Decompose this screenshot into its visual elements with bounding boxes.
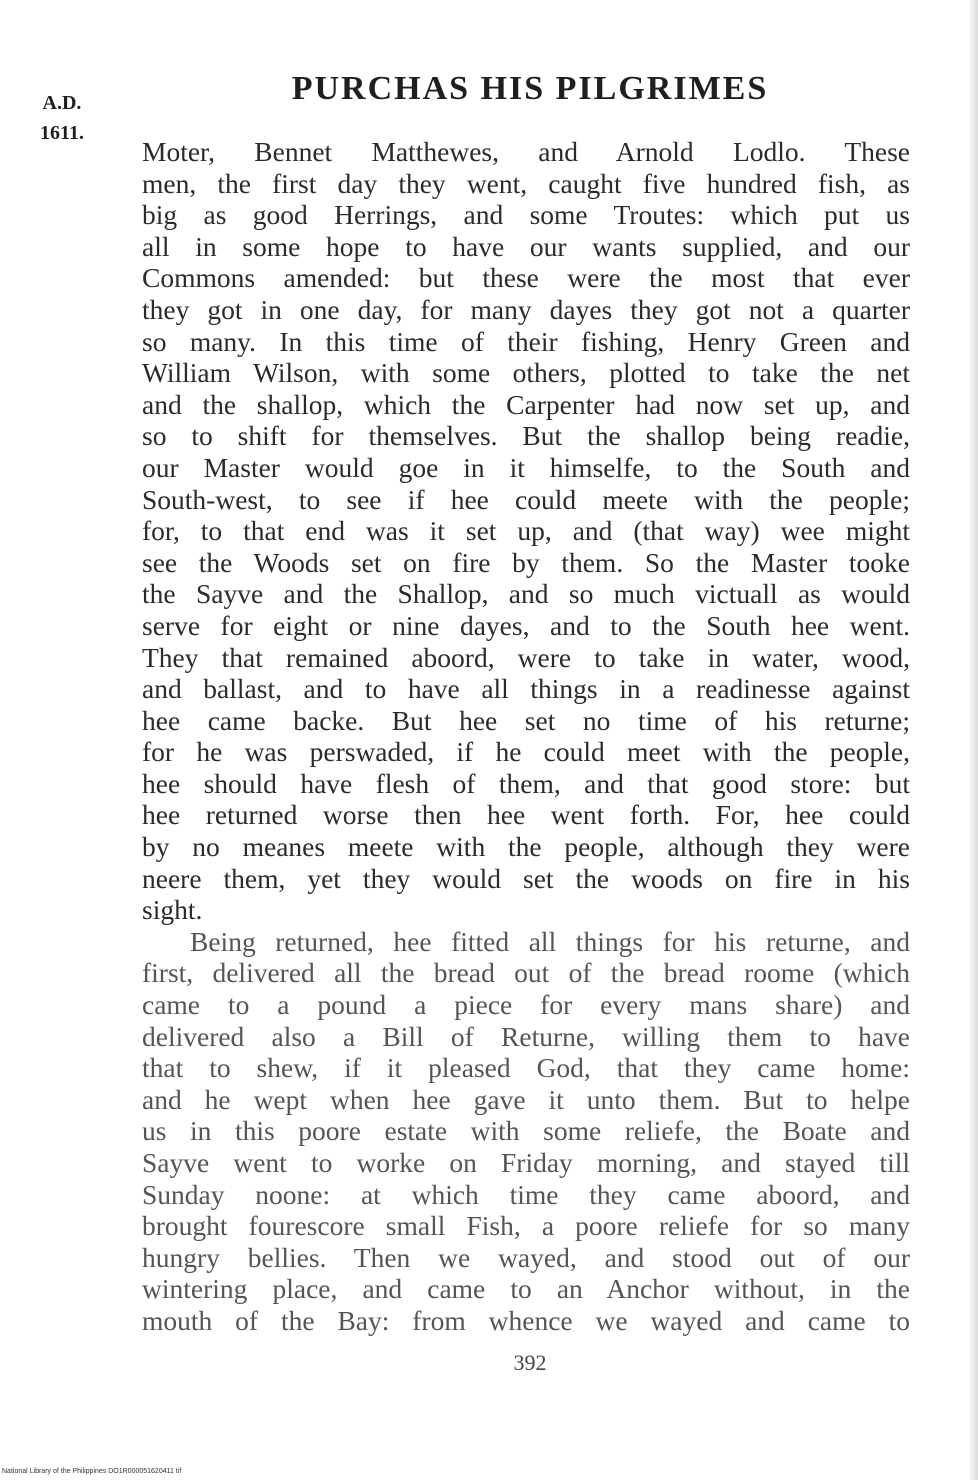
- text-line: for, to that end was it set up, and (that way) wee might: [142, 515, 910, 547]
- text-line: for he was perswaded, if he could meet with the people,: [142, 736, 910, 768]
- text-line: Commons amended: but these were the most that ever: [142, 262, 910, 294]
- text-line: all in some hope to have our wants supplied, and our: [142, 230, 910, 262]
- text-line: hee should have flesh of them, and that good store: but: [142, 767, 910, 799]
- text-line: by no meanes meete with the people, although they were: [142, 831, 910, 863]
- text-line: Moter, Bennet Matthewes, and Arnold Lodlo. These: [142, 136, 910, 167]
- text-line: wintering place, and came to an Anchor without, in the: [142, 1273, 910, 1305]
- text-line: they got in one day, for many dayes they got not a quarter: [142, 293, 910, 325]
- text-line: so many. In this time of their fishing, Henry Green and: [142, 325, 910, 357]
- text-line: They that remained aboord, were to take in water, wood,: [142, 641, 910, 673]
- text-line: so to shift for themselves. But the shallop being readie,: [142, 420, 910, 452]
- text-line: neere them, yet they would set the woods on fire in his: [142, 862, 910, 894]
- text-line: South-west, to see if hee could meete with the people;: [142, 483, 910, 515]
- text-line: sight.: [142, 894, 203, 926]
- text-line: Being returned, hee fitted all things for his returne, and: [190, 925, 910, 957]
- text-line: that to shew, if it pleased God, that they came home:: [142, 1052, 910, 1084]
- text-line: the Sayve and the Shallop, and so much victuall as would: [142, 578, 910, 610]
- text-line: hee came backe. But hee set no time of his returne;: [142, 704, 910, 736]
- year-value: 1611.: [40, 122, 84, 144]
- page-number: 392: [513, 1350, 547, 1375]
- text-line: Sunday noone: at which time they came aboord, and: [142, 1178, 910, 1210]
- text-line: see the Woods set on fire by them. So the Master tooke: [142, 546, 910, 578]
- page-gutter: [970, 0, 978, 1480]
- text-line: came to a pound a piece for every mans share) and: [142, 989, 910, 1021]
- running-head-title: PURCHAS HIS PILGRIMES: [291, 70, 769, 107]
- text-line: brought fourescore small Fish, a poore reliefe for so many: [142, 1210, 910, 1242]
- text-line: Sayve went to worke on Friday morning, and stayed till: [142, 1147, 910, 1178]
- text-line: big as good Herrings, and some Troutes: which put us: [142, 199, 910, 231]
- text-line: and the shallop, which the Carpenter had now set up, and: [142, 388, 910, 420]
- year-label: A.D.: [42, 92, 82, 114]
- text-line: hungry bellies. Then we wayed, and stood out of our: [142, 1241, 910, 1273]
- text-line: mouth of the Bay: from whence we wayed and came to: [142, 1304, 910, 1336]
- paragraph-1: [142, 136, 910, 926]
- margin-date: [22, 88, 102, 148]
- text-line: men, the first day they went, caught five hundred fish, as: [142, 167, 910, 199]
- text-line: William Wilson, with some others, plotted to take the net: [142, 357, 910, 389]
- text-line: serve for eight or nine dayes, and to the South hee went.: [142, 609, 910, 641]
- text-line: first, delivered all the bread out of the bread roome (which: [142, 957, 910, 989]
- scan-source-note: National Library of the Philippines DO1R000051620411 tif: [2, 1468, 182, 1475]
- text-line: delivered also a Bill of Returne, willing them to have: [142, 1020, 910, 1052]
- body-text: [142, 136, 910, 1337]
- text-line: us in this poore estate with some reliefe, the Boate and: [142, 1115, 910, 1147]
- paragraph-2: [142, 926, 910, 1337]
- text-line: our Master would goe in it himselfe, to the South and: [142, 451, 910, 483]
- text-line: and he wept when hee gave it unto them. But to helpe: [142, 1083, 910, 1115]
- text-line: and ballast, and to have all things in a readinesse against: [142, 673, 910, 705]
- text-line: hee returned worse then hee went forth. For, hee could: [142, 799, 910, 831]
